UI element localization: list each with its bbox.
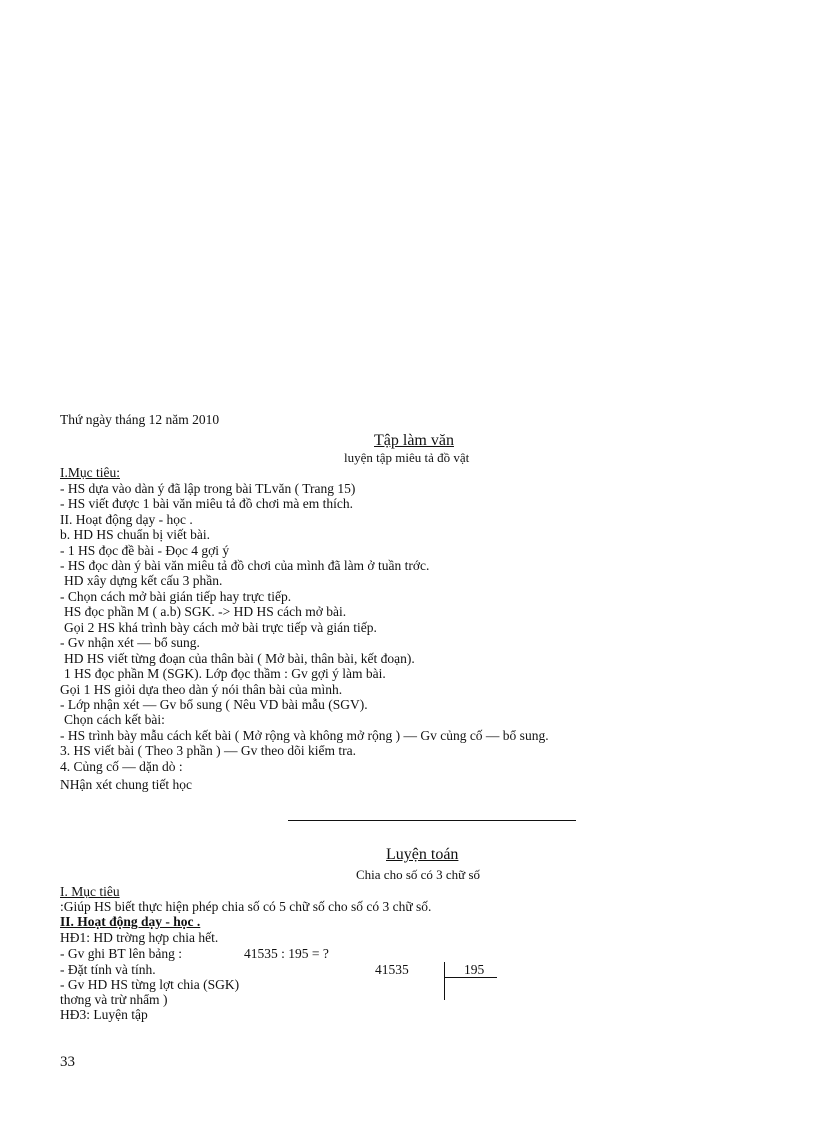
text-line: NHận xét chung tiết học: [60, 777, 192, 792]
text-line: HD HS viết từng đoạn của thân bài ( Mở bài, thân bài, kết đoạn).: [64, 651, 415, 666]
division-expression: 41535 : 195 = ?: [244, 946, 329, 961]
text-line: HS đọc phần M ( a.b) SGK. -> HD HS cách mở bài.: [64, 604, 347, 619]
objective-heading: I.Mục tiêu:: [60, 465, 120, 480]
text-line: Chọn cách kết bài:: [64, 712, 165, 727]
text-line: Gọi 1 HS giỏi dựa theo dàn ý nói thân bài của mình.: [60, 682, 343, 697]
text-line: - Gv ghi BT lên bảng :: [60, 946, 182, 961]
section-title-tap-lam-van: Tập làm văn: [374, 432, 454, 449]
section-subtitle: luyện tập miêu tả đồ vật: [344, 450, 470, 465]
section-title-luyen-toan: Luyện toán: [386, 846, 459, 863]
text-line: 1 HS đọc phần M (SGK). Lớp đọc thầm : Gv gợi ý làm bài.: [64, 666, 386, 681]
division-divisor: 195: [464, 962, 485, 977]
text-line: thơng và trừ nhẩm ): [60, 992, 168, 1007]
activity-heading: II. Hoạt động dạy - học .: [60, 914, 201, 929]
text-line: - Đặt tính và tính.: [60, 962, 156, 977]
division-dividend: 41535: [375, 962, 409, 977]
division-horizontal-line: [444, 977, 497, 978]
text-line: 4. Củng cố — dặn dò :: [60, 759, 183, 774]
text-line: - Chọn cách mở bài gián tiếp hay trực tiếp.: [60, 589, 292, 604]
page-number: 33: [60, 1054, 75, 1070]
text-line: Gọi 2 HS khá trình bày cách mở bài trực tiếp và gián tiếp.: [64, 620, 377, 635]
section-divider: [288, 820, 576, 821]
text-line: HĐ3: Luyện tập: [60, 1007, 148, 1022]
text-line: - 1 HS đọc đề bài - Đọc 4 gợi ý: [60, 543, 230, 558]
text-line: :Giúp HS biết thực hiện phép chia số có 5 chữ số cho số có 3 chữ số.: [60, 899, 432, 914]
text-line: - HS viết được 1 bài văn miêu tả đồ chơi mà em thích.: [60, 496, 354, 511]
text-line: - Gv HD HS từng lợt chia (SGK): [60, 977, 240, 992]
date-line: Thứ ngày tháng 12 năm 2010: [60, 412, 220, 427]
text-line: - HS đọc dàn ý bài văn miêu tả đồ chơi của mình đã làm ở tuần trớc.: [60, 558, 430, 573]
text-line: - HS dựa vào dàn ý đã lập trong bài TLvăn ( Trang 15): [60, 481, 356, 496]
text-line: - HS trình bày mẫu cách kết bài ( Mở rộng và không mở rộng ) — Gv củng cố — bổ sung.: [60, 728, 549, 743]
text-line: - Gv nhận xét — bổ sung.: [60, 635, 200, 650]
objective-heading: I. Mục tiêu: [60, 884, 120, 899]
activity-heading: II. Hoạt động dạy - học .: [60, 512, 193, 527]
text-line: HD xây dựng kết cấu 3 phần.: [64, 573, 223, 588]
text-line: 3. HS viết bài ( Theo 3 phần ) — Gv theo dõi kiểm tra.: [60, 743, 356, 758]
text-line: HĐ1: HD trờng hợp chia hết.: [60, 930, 219, 945]
text-line: b. HD HS chuẩn bị viết bài.: [60, 527, 210, 542]
text-line: - Lớp nhận xét — Gv bổ sung ( Nêu VD bài mẫu (SGV).: [60, 697, 368, 712]
division-vertical-line: [444, 962, 445, 1000]
section-subtitle: Chia cho số có 3 chữ số: [356, 867, 481, 882]
